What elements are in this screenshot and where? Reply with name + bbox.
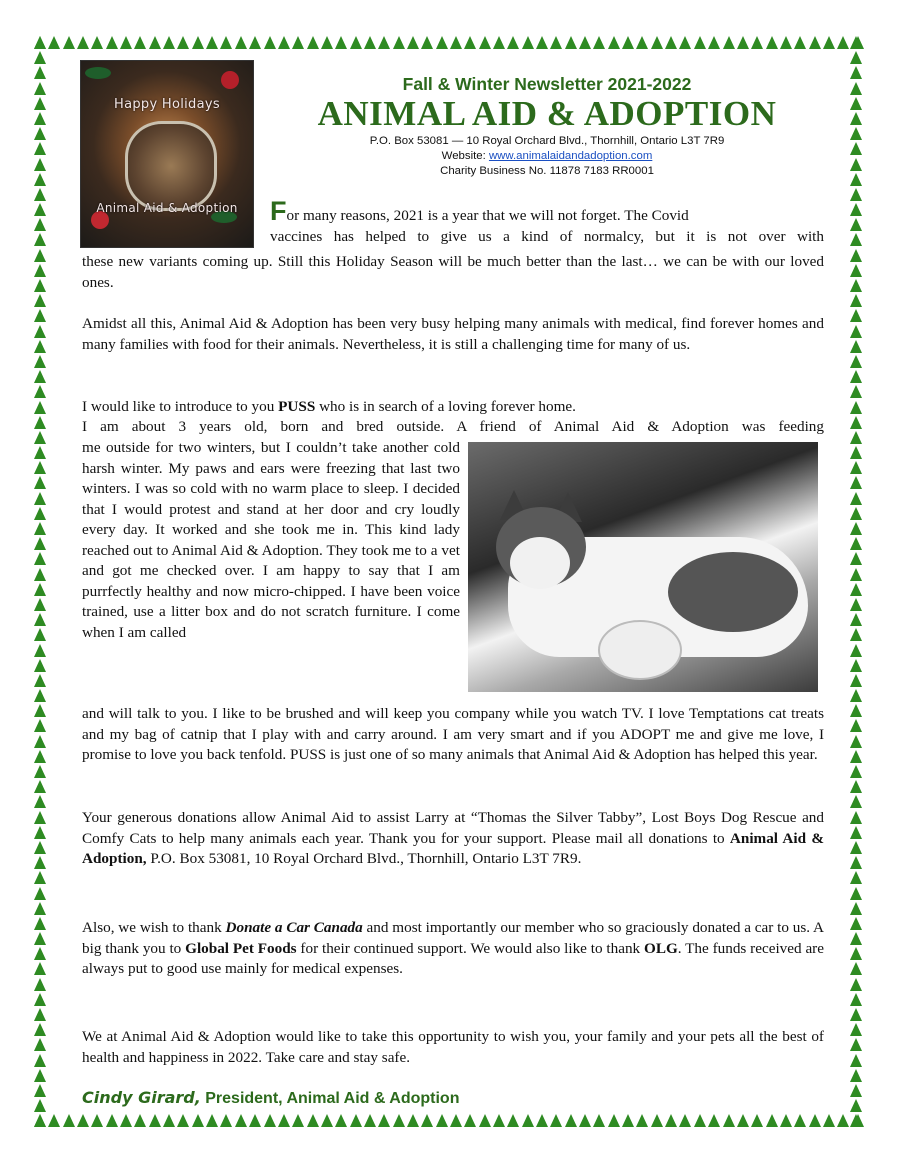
tree-icon [665, 36, 677, 49]
tree-icon [479, 36, 491, 49]
tree-icon [34, 476, 46, 489]
tree-icon [850, 659, 862, 672]
tree-icon [536, 36, 548, 49]
tree-icon [493, 36, 505, 49]
tree-icon [34, 1038, 46, 1051]
tree-icon [837, 36, 849, 49]
tree-icon [850, 780, 862, 793]
newsletter-title: Fall & Winter Newsletter 2021-2022 [402, 74, 692, 94]
tree-icon [850, 1069, 862, 1082]
tree-icon [850, 522, 862, 535]
tree-icon [34, 765, 46, 778]
tree-icon [34, 188, 46, 201]
tree-icon [34, 507, 46, 520]
paragraph-4-rest: and will talk to you. I like to be brushed and will keep you company while you watch TV. I love Temptations cat treats and my bag of catnip that I play with and carry around. I am very smart and if you ADOPT me and give me love, I promise to love you back tenfold. PUSS is just one of so many animals that Animal Aid & Adoption has helped this year. [82, 705, 824, 763]
tree-icon [34, 385, 46, 398]
tree-icon [850, 795, 862, 808]
tree-icon [850, 947, 862, 960]
holiday-cat-image [80, 60, 254, 248]
tree-icon [34, 309, 46, 322]
tree-icon [77, 1114, 89, 1127]
tree-icon [751, 1114, 763, 1127]
tree-icon [34, 1008, 46, 1021]
paragraph-7: We at Animal Aid & Adoption would like to take this opportunity to wish you, your family and your pets all the best of health and happiness in 2022. Take care and stay safe. [82, 1028, 824, 1066]
tree-border-left [34, 36, 48, 1128]
tree-icon [850, 82, 862, 95]
tree-icon [850, 51, 862, 64]
tree-icon [850, 628, 862, 641]
tree-icon [34, 917, 46, 930]
tree-icon [737, 1114, 749, 1127]
tree-icon [850, 750, 862, 763]
tree-icon [34, 142, 46, 155]
tree-icon [636, 1114, 648, 1127]
tree-icon [850, 1023, 862, 1036]
tree-icon [766, 36, 778, 49]
tree-icon [436, 36, 448, 49]
tree-icon [421, 36, 433, 49]
tree-icon [307, 36, 319, 49]
tree-icon [120, 1114, 132, 1127]
tree-icon [850, 233, 862, 246]
tree-icon [850, 249, 862, 262]
tree-icon [550, 36, 562, 49]
tree-icon [34, 82, 46, 95]
tree-icon [850, 993, 862, 1006]
image-caption-bottom: Animal Aid & Adoption [96, 201, 238, 215]
tree-icon [579, 36, 591, 49]
masthead [258, 74, 836, 179]
tree-icon [809, 36, 821, 49]
tree-icon [34, 871, 46, 884]
tree-icon [665, 1114, 677, 1127]
tree-icon [34, 613, 46, 626]
tree-icon [34, 431, 46, 444]
tree-icon [622, 36, 634, 49]
tree-border-bottom [34, 1114, 864, 1128]
tree-icon [249, 36, 261, 49]
tree-border-top [34, 36, 864, 50]
tree-icon [34, 233, 46, 246]
tree-icon [34, 1023, 46, 1036]
tree-icon [850, 340, 862, 353]
signature-name: Cindy Girard, [82, 1088, 201, 1107]
tree-icon [565, 1114, 577, 1127]
tree-icon [278, 36, 290, 49]
tree-icon [34, 461, 46, 474]
tree-icon [34, 1054, 46, 1067]
tree-icon [34, 689, 46, 702]
charity-number: Charity Business No. 11878 7183 RR0001 [440, 165, 654, 177]
tree-icon [407, 36, 419, 49]
tree-icon [450, 1114, 462, 1127]
tree-icon [550, 1114, 562, 1127]
tree-icon [850, 644, 862, 657]
tree-icon [48, 36, 60, 49]
tree-icon [708, 36, 720, 49]
tree-icon [780, 1114, 792, 1127]
tree-icon [34, 370, 46, 383]
tree-icon [34, 294, 46, 307]
tree-icon [809, 1114, 821, 1127]
tree-icon [737, 36, 749, 49]
tree-icon [723, 1114, 735, 1127]
tree-icon [134, 36, 146, 49]
tree-icon [850, 218, 862, 231]
tree-icon [34, 568, 46, 581]
tree-icon [63, 36, 75, 49]
tree-icon [34, 993, 46, 1006]
tree-icon [34, 1114, 46, 1127]
tree-icon [837, 1114, 849, 1127]
tree-icon [608, 36, 620, 49]
tree-icon [850, 1099, 862, 1112]
tree-icon [850, 264, 862, 277]
paragraph-3: I would like to introduce to you PUSS who is in search of a loving forever home. [82, 398, 576, 415]
tree-icon [192, 36, 204, 49]
tree-icon [177, 36, 189, 49]
tree-icon [708, 1114, 720, 1127]
tree-icon [220, 36, 232, 49]
tree-icon [694, 1114, 706, 1127]
tree-icon [335, 36, 347, 49]
tree-icon [106, 36, 118, 49]
tree-icon [493, 1114, 505, 1127]
tree-icon [34, 644, 46, 657]
tree-icon [464, 1114, 476, 1127]
tree-icon [823, 36, 835, 49]
tree-icon [292, 36, 304, 49]
org-name: ANIMAL AID & ADOPTION [317, 94, 777, 133]
tree-icon [850, 142, 862, 155]
tree-icon [522, 36, 534, 49]
tree-icon [850, 325, 862, 338]
tree-icon [850, 279, 862, 292]
tree-icon [34, 962, 46, 975]
tree-icon [264, 36, 276, 49]
tree-icon [34, 66, 46, 79]
tree-icon [378, 1114, 390, 1127]
tree-icon [850, 370, 862, 383]
tree-icon [850, 492, 862, 505]
tree-icon [364, 1114, 376, 1127]
tree-icon [636, 36, 648, 49]
tree-icon [694, 36, 706, 49]
tree-icon [393, 1114, 405, 1127]
tree-icon [794, 36, 806, 49]
tree-icon [34, 522, 46, 535]
tree-icon [850, 97, 862, 110]
tree-icon [850, 932, 862, 945]
tree-icon [34, 340, 46, 353]
tree-icon [350, 1114, 362, 1127]
tree-icon [850, 385, 862, 398]
tree-icon [34, 264, 46, 277]
tree-icon [34, 218, 46, 231]
paragraph-4-first-line: I am about 3 years old, born and bred outside. A friend of Animal Aid & Adoption was feeding [82, 418, 824, 435]
tree-icon [235, 36, 247, 49]
signature-title: President, Animal Aid & Adoption [200, 1090, 460, 1107]
tree-icon [120, 36, 132, 49]
tree-icon [34, 978, 46, 991]
tree-icon [34, 203, 46, 216]
tree-icon [850, 1008, 862, 1021]
tree-icon [77, 36, 89, 49]
tree-icon [823, 1114, 835, 1127]
signature [82, 1088, 459, 1109]
tree-icon [163, 36, 175, 49]
tree-icon [235, 1114, 247, 1127]
tree-icon [850, 446, 862, 459]
tree-icon [34, 583, 46, 596]
tree-icon [34, 659, 46, 672]
tree-icon [850, 613, 862, 626]
paragraph-5: Your generous donations allow Animal Aid to assist Larry at “Thomas the Silver Tabby”, Lost Boys Dog Rescue and Comfy Cats to help many animals each year. Thank you for your support. Please mail all donations to Animal Aid & Adoption, P.O. Box 53081, 10 Royal Orchard Blvd., Thornhill, Ontario L3T 7R9. [82, 809, 824, 867]
tree-icon [850, 871, 862, 884]
tree-icon [507, 1114, 519, 1127]
tree-icon [34, 750, 46, 763]
tree-icon [536, 1114, 548, 1127]
tree-icon [850, 902, 862, 915]
image-caption-top: Happy Holidays [114, 97, 220, 112]
tree-icon [34, 856, 46, 869]
intro-paragraph: these new variants coming up. Still this Holiday Season will be much better than the last… we can be with our loved ones. [82, 253, 824, 291]
tree-icon [850, 719, 862, 732]
tree-icon [850, 203, 862, 216]
tree-icon [149, 36, 161, 49]
paragraph-6: Also, we wish to thank Donate a Car Canada and most importantly our member who so graciously donated a car to us. A big thank you to Global Pet Foods for their continued support. We would also like to thank OLG. The funds received are always put to good use mainly for medical expenses. [82, 919, 825, 977]
tree-icon [464, 36, 476, 49]
address: P.O. Box 53081 — 10 Royal Orchard Blvd., Thornhill, Ontario L3T 7R9 [369, 135, 725, 147]
tree-icon [34, 780, 46, 793]
tree-icon [651, 36, 663, 49]
tree-icon [34, 719, 46, 732]
tree-icon [850, 689, 862, 702]
tree-icon [206, 1114, 218, 1127]
tree-icon [34, 446, 46, 459]
tree-icon [34, 173, 46, 186]
tree-icon [850, 401, 862, 414]
tree-icon [134, 1114, 146, 1127]
tree-icon [850, 188, 862, 201]
tree-icon [850, 294, 862, 307]
tree-icon [34, 932, 46, 945]
tree-icon [307, 1114, 319, 1127]
tree-icon [850, 1114, 862, 1127]
tree-icon [850, 735, 862, 748]
tree-icon [106, 1114, 118, 1127]
tree-icon [264, 1114, 276, 1127]
tree-icon [34, 628, 46, 641]
tree-icon [651, 1114, 663, 1127]
tree-icon [436, 1114, 448, 1127]
tree-icon [393, 36, 405, 49]
tree-icon [850, 962, 862, 975]
tree-icon [850, 841, 862, 854]
tree-icon [766, 1114, 778, 1127]
tree-icon [34, 36, 46, 49]
tree-icon [850, 112, 862, 125]
tree-icon [565, 36, 577, 49]
tree-icon [751, 36, 763, 49]
tree-icon [34, 552, 46, 565]
tree-icon [780, 36, 792, 49]
tree-icon [292, 1114, 304, 1127]
tree-icon [850, 507, 862, 520]
tree-icon [850, 66, 862, 79]
tree-icon [91, 36, 103, 49]
tree-icon [192, 1114, 204, 1127]
tree-border-right [850, 36, 864, 1128]
paragraph-4-wrapped: me outside for two winters, but I couldn’t take another cold harsh winter. My paws and ears were freezing that last two winters. I was so cold with no warm place to sleep. I decided that I would protest and stand at her door and cry loudly every day. It worked and she took me in. This kind lady reached out to Animal Aid & Adoption. They took me to a vet and got me checked over. I am happy to say that I am purrfectly healthy and now micro-chipped. I have been voice trained, use a litter box and do not scratch furniture. I come when I am called [82, 439, 460, 641]
tree-icon [622, 1114, 634, 1127]
puss-cat-photo [468, 442, 818, 692]
tree-icon [850, 476, 862, 489]
tree-icon [34, 902, 46, 915]
tree-icon [850, 355, 862, 368]
tree-icon [34, 97, 46, 110]
tree-icon [593, 1114, 605, 1127]
tree-icon [450, 36, 462, 49]
tree-icon [34, 401, 46, 414]
tree-icon [149, 1114, 161, 1127]
tree-icon [850, 1038, 862, 1051]
tree-icon [850, 856, 862, 869]
paragraph-2: Amidst all this, Animal Aid & Adoption has been very busy helping many animals with medical, find forever homes and many families with food for their animals. Nevertheless, it is still a challenging time for many of us. [82, 315, 824, 353]
tree-icon [850, 309, 862, 322]
tree-icon [34, 325, 46, 338]
intro-lines: For many reasons, 2021 is a year that we will not forget. The Covid vaccines has helped to give us a kind of normalcy, but it is not over with [270, 196, 824, 245]
tree-icon [378, 36, 390, 49]
tree-icon [34, 947, 46, 960]
tree-icon [220, 1114, 232, 1127]
tree-icon [850, 811, 862, 824]
tree-icon [34, 355, 46, 368]
tree-icon [850, 416, 862, 429]
tree-icon [34, 416, 46, 429]
tree-icon [364, 36, 376, 49]
tree-icon [91, 1114, 103, 1127]
tree-icon [850, 127, 862, 140]
tree-icon [34, 887, 46, 900]
tree-icon [34, 1084, 46, 1097]
tree-icon [34, 249, 46, 262]
tree-icon [850, 674, 862, 687]
tree-icon [421, 1114, 433, 1127]
tree-icon [34, 127, 46, 140]
tree-icon [48, 1114, 60, 1127]
tree-icon [794, 1114, 806, 1127]
tree-icon [850, 917, 862, 930]
tree-icon [34, 492, 46, 505]
tree-icon [850, 704, 862, 717]
tree-icon [34, 735, 46, 748]
tree-icon [321, 36, 333, 49]
tree-icon [249, 1114, 261, 1127]
tree-icon [593, 36, 605, 49]
tree-icon [163, 1114, 175, 1127]
tree-icon [34, 674, 46, 687]
tree-icon [34, 279, 46, 292]
tree-icon [850, 36, 862, 49]
tree-icon [850, 826, 862, 839]
tree-icon [63, 1114, 75, 1127]
tree-icon [850, 978, 862, 991]
tree-icon [335, 1114, 347, 1127]
tree-icon [407, 1114, 419, 1127]
tree-icon [34, 811, 46, 824]
tree-icon [850, 1054, 862, 1067]
tree-icon [850, 431, 862, 444]
tree-icon [507, 36, 519, 49]
tree-icon [34, 826, 46, 839]
tree-icon [34, 1069, 46, 1082]
tree-icon [34, 112, 46, 125]
tree-icon [522, 1114, 534, 1127]
tree-icon [34, 158, 46, 171]
dropcap: F [270, 196, 287, 226]
tree-icon [579, 1114, 591, 1127]
tree-icon [177, 1114, 189, 1127]
tree-icon [850, 1084, 862, 1097]
tree-icon [479, 1114, 491, 1127]
tree-icon [679, 1114, 691, 1127]
tree-icon [350, 36, 362, 49]
tree-icon [608, 1114, 620, 1127]
tree-icon [34, 841, 46, 854]
tree-icon [723, 36, 735, 49]
website-line: Website: www.animalaidandadoption.com [441, 150, 653, 162]
tree-icon [34, 51, 46, 64]
tree-icon [850, 552, 862, 565]
tree-icon [278, 1114, 290, 1127]
tree-icon [850, 461, 862, 474]
website-link[interactable]: www.animalaidandadoption.com [488, 150, 653, 162]
tree-icon [850, 173, 862, 186]
tree-icon [679, 36, 691, 49]
tree-icon [850, 537, 862, 550]
tree-icon [850, 583, 862, 596]
tree-icon [34, 1099, 46, 1112]
tree-icon [850, 887, 862, 900]
tree-icon [34, 598, 46, 611]
tree-icon [34, 704, 46, 717]
tree-icon [850, 598, 862, 611]
tree-icon [34, 537, 46, 550]
tree-icon [850, 158, 862, 171]
tree-icon [34, 795, 46, 808]
tree-icon [206, 36, 218, 49]
tree-icon [850, 765, 862, 778]
tree-icon [321, 1114, 333, 1127]
tree-icon [850, 568, 862, 581]
